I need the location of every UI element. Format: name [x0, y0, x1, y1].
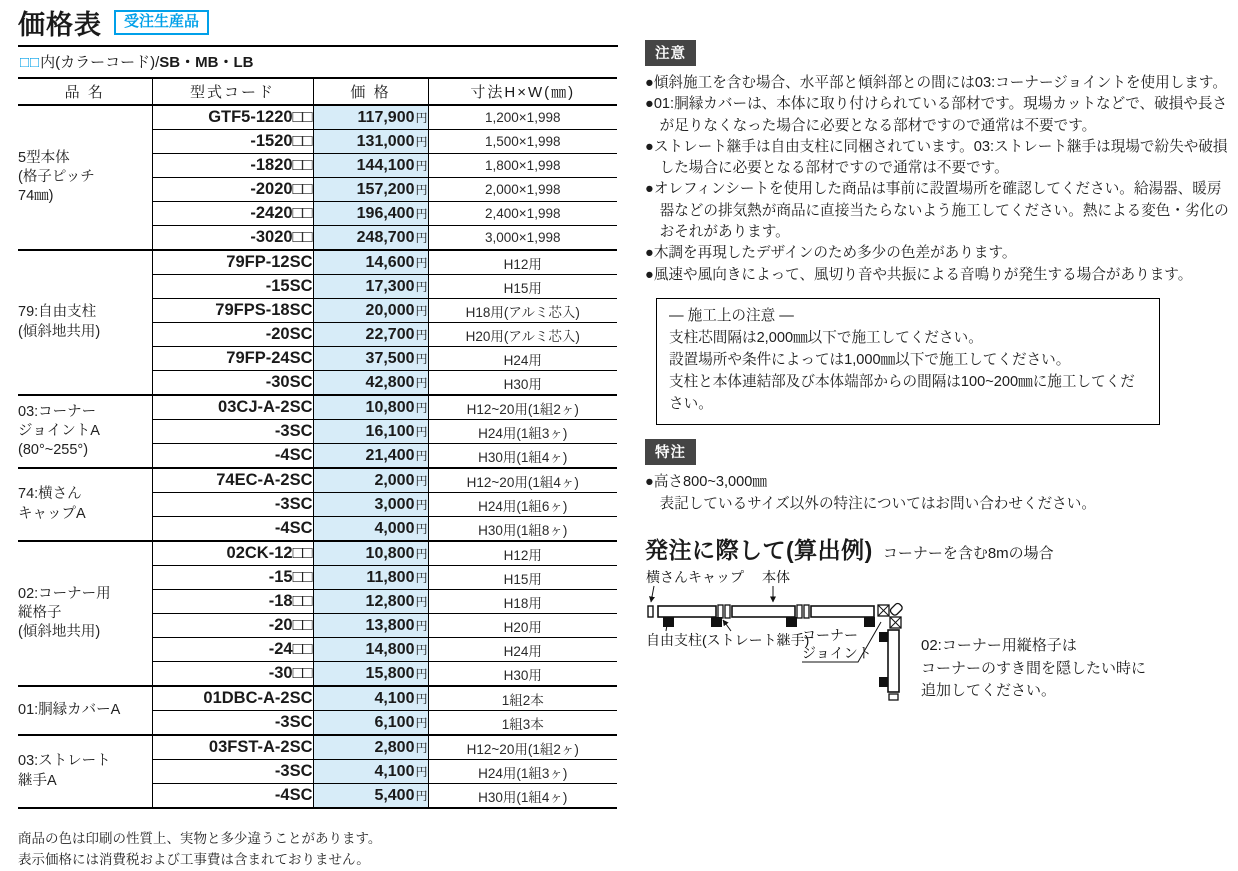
price-panel: [18, 6, 618, 871]
product-name-cell: [18, 250, 152, 395]
special-order-badge: 特注: [645, 439, 696, 465]
price-cell: [313, 202, 428, 226]
caution-item: ●ストレート継手は自由支柱に同梱されています。03:ストレート継手は現場で紛失や破損した場合に必要となる部材ですので通常は不要です。: [645, 138, 1228, 177]
label-corner-joint-2: ジョイント: [802, 645, 872, 662]
price-value: 10,800: [365, 398, 415, 416]
straight-joint: [718, 605, 723, 618]
price-unit: 円: [415, 424, 428, 439]
product-name-line: 継手A: [18, 772, 57, 789]
color-code-boxes: □□: [20, 54, 41, 71]
dimension-cell: H12用: [428, 250, 617, 275]
caution-item: ●風速や風向きによって、風切り音や共振による音鳴りが発生する場合があります。: [645, 266, 1193, 283]
price-value: 20,000: [365, 301, 415, 319]
straight-joint: [804, 605, 809, 618]
price-unit: 円: [415, 740, 428, 755]
title-row: [18, 6, 618, 38]
product-name-cell: [18, 105, 152, 250]
price-unit: 円: [415, 691, 428, 706]
corner-lattice-note-line: 追加してください。: [921, 682, 1057, 700]
price-value: 4,000: [374, 519, 415, 537]
model-code-cell: 02CK-12□□: [152, 541, 313, 566]
price-value: 12,800: [365, 592, 415, 610]
product-name-line: 03:ストレート: [18, 753, 111, 770]
dimension-cell: H12用: [428, 541, 617, 566]
construction-note-line: 支柱芯間隔は2,000㎜以下で施工してください。: [669, 329, 983, 346]
price-value: 17,300: [365, 277, 415, 295]
price-cell: [313, 517, 428, 542]
dimension-cell: 1,200×1,998: [428, 105, 617, 130]
notes-panel: [645, 40, 1233, 734]
corner-joint-symbol: [878, 602, 903, 628]
product-name-line: 01:胴縁カバーA: [18, 701, 121, 718]
model-code-cell: -15□□: [152, 566, 313, 590]
dimension-cell: H12~20用(1組2ヶ): [428, 735, 617, 760]
caution-badge: 注意: [645, 40, 696, 66]
price-unit: 円: [415, 546, 428, 561]
dimension-cell: H18用: [428, 590, 617, 614]
model-code-cell: -1820□□: [152, 154, 313, 178]
price-unit: 円: [415, 521, 428, 536]
dimension-cell: H18用(アルミ芯入): [428, 299, 617, 323]
price-value: 3,000: [374, 495, 415, 513]
label-body: 本体: [762, 569, 790, 586]
model-code-cell: GTF5-1220□□: [152, 105, 313, 130]
product-name-line: 5型本体: [18, 149, 70, 166]
product-name-line: (傾斜地共用): [18, 624, 101, 641]
product-name-line: 74:横さん: [18, 486, 82, 503]
model-code-cell: -2420□□: [152, 202, 313, 226]
price-unit: 円: [415, 788, 428, 803]
price-cell: [313, 590, 428, 614]
dimension-cell: H15用: [428, 566, 617, 590]
footnote-line: 商品の色は印刷の性質上、実物と多少違うことがあります。: [18, 831, 382, 846]
price-unit: 円: [415, 327, 428, 342]
model-code-cell: 01DBC-A-2SC: [152, 686, 313, 711]
price-value: 22,700: [365, 325, 415, 343]
table-row: [18, 468, 617, 493]
price-value: 2,800: [374, 738, 415, 756]
dimension-cell: H20用: [428, 614, 617, 638]
special-order-line: ●高さ800~3,000㎜: [645, 474, 767, 491]
price-value: 4,100: [374, 689, 415, 707]
table-header-row: [18, 78, 617, 105]
header-model-code: 型式コード: [152, 78, 313, 105]
free-post: [711, 617, 722, 627]
price-value: 6,100: [374, 713, 415, 731]
caution-item: ●01:胴縁カバーは、本体に取り付けられている部材です。現場カットなどで、破損や長さが足りなくなった場合に必要となる部材ですので通常は不要です。: [645, 96, 1228, 134]
product-name-line: 79:自由支柱: [18, 304, 97, 321]
table-row: [18, 250, 617, 275]
leader-cap: [651, 586, 654, 602]
color-code-text: 内(カラーコード)/: [40, 54, 160, 71]
product-name-line: (80°~255°): [18, 442, 89, 459]
product-name-line: ジョイントA: [18, 422, 100, 439]
dimension-cell: H24用(1組3ヶ): [428, 760, 617, 784]
dimension-cell: 2,400×1,998: [428, 202, 617, 226]
caution-list: [645, 73, 1233, 286]
price-cell: [313, 275, 428, 299]
dimension-cell: 1組3本: [428, 711, 617, 736]
table-row: [18, 395, 617, 420]
price-unit: 円: [415, 375, 428, 390]
price-unit: 円: [415, 400, 428, 415]
caution-item: ●木調を再現したデザインのため多少の色差があります。: [645, 245, 1017, 262]
price-value: 16,100: [365, 422, 415, 440]
product-name-line: 縦格子: [18, 604, 62, 621]
price-unit: 円: [415, 642, 428, 657]
construction-note-box: [656, 298, 1160, 425]
label-corner-joint-1: コーナー: [802, 627, 858, 644]
free-post: [786, 617, 797, 627]
dimension-cell: H30用: [428, 662, 617, 687]
product-name-cell: [18, 541, 152, 686]
model-code-cell: -20□□: [152, 614, 313, 638]
price-cell: [313, 226, 428, 251]
caution-item: ●オレフィンシートを使用した商品は事前に設置場所を確認してください。給湯器、暖房器などの排気熱が商品に直接当たらないよう施工してください。熱による変色・劣化のおそれがあります。: [645, 181, 1229, 241]
dimension-cell: H20用(アルミ芯入): [428, 323, 617, 347]
price-unit: 円: [415, 448, 428, 463]
header-product-name: 品 名: [18, 78, 152, 105]
price-value: 2,000: [374, 471, 415, 489]
price-unit: 円: [415, 618, 428, 633]
ordering-diagram: [645, 569, 1233, 734]
price-unit: 円: [415, 158, 428, 173]
model-code-cell: -15SC: [152, 275, 313, 299]
dimension-cell: H15用: [428, 275, 617, 299]
product-name-line: 74㎜): [18, 188, 54, 205]
price-cell: [313, 299, 428, 323]
price-unit: 円: [415, 230, 428, 245]
price-cell: [313, 395, 428, 420]
dimension-cell: H24用(1組3ヶ): [428, 420, 617, 444]
price-value: 117,900: [357, 108, 415, 126]
fence-panel: [811, 606, 874, 617]
price-cell: [313, 130, 428, 154]
product-name-line: キャップA: [18, 505, 86, 522]
fence-panel: [658, 606, 716, 617]
product-name-cell: [18, 395, 152, 468]
model-code-cell: -30□□: [152, 662, 313, 687]
price-cell: [313, 154, 428, 178]
dimension-cell: H24用: [428, 638, 617, 662]
price-value: 42,800: [365, 373, 415, 391]
price-cell: [313, 493, 428, 517]
model-code-cell: -3SC: [152, 420, 313, 444]
product-name-line: (格子ピッチ: [18, 168, 95, 185]
model-code-cell: -4SC: [152, 517, 313, 542]
table-row: [18, 105, 617, 130]
ordering-heading: [645, 532, 1233, 565]
price-unit: 円: [415, 134, 428, 149]
ordering-title: 発注に際して(算出例): [645, 537, 873, 564]
table-row: [18, 735, 617, 760]
price-cell: [313, 420, 428, 444]
price-cell: [313, 638, 428, 662]
footnote-line: 表示価格には消費税および工事費は含まれておりません。: [18, 851, 370, 867]
price-unit: 円: [415, 764, 428, 779]
dimension-cell: H12~20用(1組4ヶ): [428, 468, 617, 493]
price-unit: 円: [415, 182, 428, 197]
price-value: 13,800: [365, 616, 415, 634]
corner-lattice-note-line: コーナーのすき間を隠したい時に: [921, 659, 1147, 677]
dimension-cell: H30用(1組4ヶ): [428, 784, 617, 809]
special-order-section: [645, 439, 1233, 516]
construction-note-title: ― 施工上の注意 ―: [669, 307, 794, 324]
price-value: 157,200: [356, 180, 415, 198]
fence-panel: [732, 606, 795, 617]
price-value: 144,100: [356, 156, 415, 174]
model-code-cell: 03FST-A-2SC: [152, 735, 313, 760]
price-unit: 円: [415, 255, 428, 270]
table-row: [18, 541, 617, 566]
price-unit: 円: [415, 715, 428, 730]
price-value: 248,700: [356, 228, 415, 246]
model-code-cell: -30SC: [152, 371, 313, 396]
model-code-cell: -1520□□: [152, 130, 313, 154]
price-value: 37,500: [365, 349, 415, 367]
dimension-cell: H30用: [428, 371, 617, 396]
price-cell: [313, 614, 428, 638]
price-cell: [313, 760, 428, 784]
construction-note-lines: [669, 328, 1147, 416]
price-unit: 円: [415, 666, 428, 681]
dimension-cell: 1,800×1,998: [428, 154, 617, 178]
price-cell: [313, 468, 428, 493]
model-code-cell: -3SC: [152, 493, 313, 517]
price-unit: 円: [415, 206, 428, 221]
straight-joint: [725, 605, 730, 618]
rail-end-cap: [648, 606, 653, 617]
price-unit: 円: [415, 279, 428, 294]
label-free-post: 自由支柱(ストレート継手): [646, 632, 810, 649]
dimension-cell: 2,000×1,998: [428, 178, 617, 202]
free-post: [663, 617, 674, 627]
color-code-line: [18, 45, 618, 77]
price-cell: [313, 178, 428, 202]
price-unit: 円: [415, 497, 428, 512]
table-row: [18, 686, 617, 711]
price-cell: [313, 686, 428, 711]
model-code-cell: 79FP-24SC: [152, 347, 313, 371]
footnotes: [18, 829, 618, 871]
model-code-cell: -20SC: [152, 323, 313, 347]
dimension-cell: H24用(1組6ヶ): [428, 493, 617, 517]
dimension-cell: 3,000×1,998: [428, 226, 617, 251]
model-code-cell: -2020□□: [152, 178, 313, 202]
price-cell: [313, 566, 428, 590]
rail-end-cap: [889, 694, 898, 700]
free-post: [879, 677, 888, 687]
color-code-values: SB・MB・LB: [159, 54, 254, 71]
model-code-cell: -4SC: [152, 784, 313, 809]
price-unit: 円: [415, 110, 428, 125]
model-code-cell: -18□□: [152, 590, 313, 614]
price-table-body: [18, 105, 617, 808]
price-value: 10,800: [365, 544, 415, 562]
product-name-cell: [18, 468, 152, 541]
model-code-cell: -4SC: [152, 444, 313, 469]
price-value: 5,400: [374, 786, 415, 804]
price-cell: [313, 541, 428, 566]
free-post: [879, 632, 888, 642]
price-unit: 円: [415, 570, 428, 585]
price-value: 14,800: [365, 640, 415, 658]
product-name-line: (傾斜地共用): [18, 323, 101, 340]
header-dimension: 寸法H×W(㎜): [428, 78, 617, 105]
price-value: 15,800: [365, 664, 415, 682]
special-order-lines: [645, 472, 1233, 516]
dimension-cell: H24用: [428, 347, 617, 371]
dimension-cell: H30用(1組8ヶ): [428, 517, 617, 542]
model-code-cell: 79FP-12SC: [152, 250, 313, 275]
model-code-cell: 79FPS-18SC: [152, 299, 313, 323]
price-value: 196,400: [356, 204, 415, 222]
product-name-cell: [18, 735, 152, 808]
product-name-line: 03:コーナー: [18, 403, 97, 420]
construction-note-line: 支柱と本体連結部及び本体端部からの間隔は100~200㎜に施工してください。: [669, 373, 1135, 412]
label-rail-cap: 横さんキャップ: [646, 569, 744, 586]
model-code-cell: -3SC: [152, 711, 313, 736]
product-name-line: 02:コーナー用: [18, 585, 111, 602]
model-code-cell: -3020□□: [152, 226, 313, 251]
dimension-cell: 1組2本: [428, 686, 617, 711]
model-code-cell: 03CJ-A-2SC: [152, 395, 313, 420]
price-value: 21,400: [365, 446, 415, 464]
leader-joint: [723, 620, 731, 631]
price-value: 14,600: [365, 253, 415, 271]
page-title: 価格表: [18, 9, 102, 40]
price-value: 4,100: [374, 762, 415, 780]
price-cell: [313, 662, 428, 687]
price-cell: [313, 347, 428, 371]
dimension-cell: H30用(1組4ヶ): [428, 444, 617, 469]
price-table: [18, 77, 617, 809]
price-unit: 円: [415, 303, 428, 318]
dimension-cell: H12~20用(1組2ヶ): [428, 395, 617, 420]
free-post: [864, 617, 875, 627]
straight-joint: [797, 605, 802, 618]
price-unit: 円: [415, 351, 428, 366]
fence-layout-diagram: [645, 569, 955, 734]
price-cell: [313, 105, 428, 130]
model-code-cell: -3SC: [152, 760, 313, 784]
price-cell: [313, 711, 428, 736]
caution-item: ●傾斜施工を含む場合、水平部と傾斜部との間には03:コーナージョイントを使用します。: [645, 75, 1227, 91]
corner-lattice-note-line: 02:コーナー用縦格子は: [921, 637, 1077, 655]
product-name-cell: [18, 686, 152, 735]
model-code-cell: -24□□: [152, 638, 313, 662]
price-cell: [313, 250, 428, 275]
model-code-cell: 74EC-A-2SC: [152, 468, 313, 493]
price-value: 131,000: [356, 132, 415, 150]
header-price: 価 格: [313, 78, 428, 105]
price-cell: [313, 444, 428, 469]
ordering-subtitle: コーナーを含む8mの場合: [882, 545, 1054, 563]
special-order-line: 表記しているサイズ以外の特注についてはお問い合わせください。: [659, 496, 1096, 513]
price-unit: 円: [415, 473, 428, 488]
price-cell: [313, 371, 428, 396]
price-value: 11,800: [366, 568, 415, 586]
price-cell: [313, 735, 428, 760]
price-cell: [313, 784, 428, 809]
made-to-order-badge: 受注生産品: [114, 10, 209, 35]
corner-lattice-note: [921, 635, 1146, 703]
construction-note-line: 設置場所や条件によっては1,000㎜以下で施工してください。: [669, 351, 1071, 368]
price-cell: [313, 323, 428, 347]
price-unit: 円: [415, 594, 428, 609]
dimension-cell: 1,500×1,998: [428, 130, 617, 154]
fence-panel-vertical: [888, 630, 899, 692]
